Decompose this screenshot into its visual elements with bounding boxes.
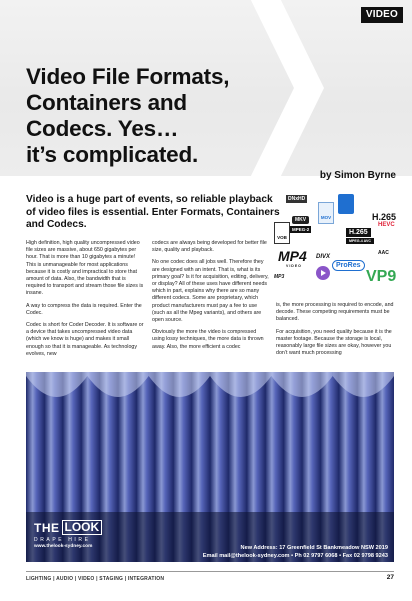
vob-logo: VOB xyxy=(274,222,290,244)
aac-logo: AAC xyxy=(378,250,389,256)
body-column-3 xyxy=(276,302,394,362)
mpeg2-logo: MPEG-2 xyxy=(292,227,310,232)
mkv-logo: MKV xyxy=(292,216,309,224)
divx-logo: DIVX xyxy=(316,254,331,260)
the-look-logo xyxy=(34,520,114,549)
paragraph: A way to compress the data is required. Enter the Codec. xyxy=(26,302,142,316)
body-column-1 xyxy=(26,240,146,363)
title-line: it’s complicated. xyxy=(26,142,199,167)
logo-tagline: DRAPE HIRE xyxy=(34,537,91,543)
byline: by Simon Byrne xyxy=(319,170,396,181)
article-title xyxy=(26,64,286,168)
ad-contact-block xyxy=(203,545,388,560)
title-line: Containers and xyxy=(26,90,187,115)
h265-box-logo: H.265 xyxy=(346,228,371,237)
paragraph: High definition, high quality uncompressed video file sizes are massive, about 650 gigabytes per hour. That is more than 10 gigabytes a minute! This is unmanageable for most applications because it is costly and impractical to store that amount of data. Also, the bandwidth that is required to transport and stream those file sizes is insane. xyxy=(26,240,144,297)
prores-logo: ProRes xyxy=(332,260,365,271)
video-file-icon xyxy=(338,194,354,214)
paragraph: codecs are always being developed for better file size, quality and playback. xyxy=(152,240,267,254)
video-label: VIDEO xyxy=(286,264,302,268)
logo-look-text: LOOK xyxy=(62,520,103,535)
hevc-label: HEVC xyxy=(378,222,395,228)
codec-logo-collage xyxy=(272,192,404,298)
ad-website: www.thelook-sydney.com xyxy=(34,544,93,549)
vp9-logo: VP9 xyxy=(366,268,397,285)
intro-paragraph: Video is a huge part of events, so reliable playback of video files is essential. Enter Formats, Containers and Codecs. xyxy=(26,194,280,230)
ad-address: New Address: 17 Greenfield St Bankmeadow NSW 2019 xyxy=(240,545,388,551)
logo-the-text: THE xyxy=(34,520,60,535)
h265-hevc-logo: H.265 xyxy=(372,212,397,222)
mp4-logo: MP4 xyxy=(278,248,307,264)
ad-contact: Email mail@thelook-sydney.com • Ph 02 9797 6068 • Fax 02 9798 9243 xyxy=(202,552,388,559)
mp3-logo: MP3 xyxy=(274,274,285,280)
page-number: 27 xyxy=(386,574,394,581)
footer-categories: LIGHTING | AUDIO | VIDEO | STAGING | INTEGRATION xyxy=(26,576,165,582)
paragraph: Codec is short for Coder Decoder. It is software or a device that takes uncompressed video data (which we know is huge) and makes it small enough so that it is manageable. As technology evolves, new xyxy=(26,322,144,357)
section-tag: VIDEO xyxy=(361,7,403,23)
play-icon xyxy=(316,266,330,280)
footer-divider xyxy=(26,571,394,572)
paragraph: For acquisition, you need quality because it is the master footage. Because the storage is local, reasonably large file sizes are okay, however you don’t want much processing xyxy=(276,328,392,357)
title-line: Codecs. Yes… xyxy=(26,116,179,141)
paragraph: is, the more processing is required to encode, and decode. These competing requirements must be balanced. xyxy=(276,302,394,323)
mpeg4-avc-logo: MPEG-4 AVC xyxy=(346,238,374,244)
paragraph: No one codec does all jobs well. Therefore they are designed with an intent. That is, what is its primary goal? Is it for acquisition, editing, delivery, or display? All of these uses have different needs which in part, explains why there are so many different codecs. Some are proprietary, which product manufacturers must pay a fee to use (such as all the Mpeg variants), and others are open source. xyxy=(152,259,269,324)
dnxhd-logo: DNxHD xyxy=(288,196,306,202)
body-column-2 xyxy=(152,240,270,356)
paragraph: Obviously the more the video is compressed using lossy techniques, the more data is thrown away. Also, the more efficient a codec xyxy=(152,329,264,350)
title-line: Video File Formats, xyxy=(26,64,230,89)
mov-logo: MOV xyxy=(318,202,334,224)
